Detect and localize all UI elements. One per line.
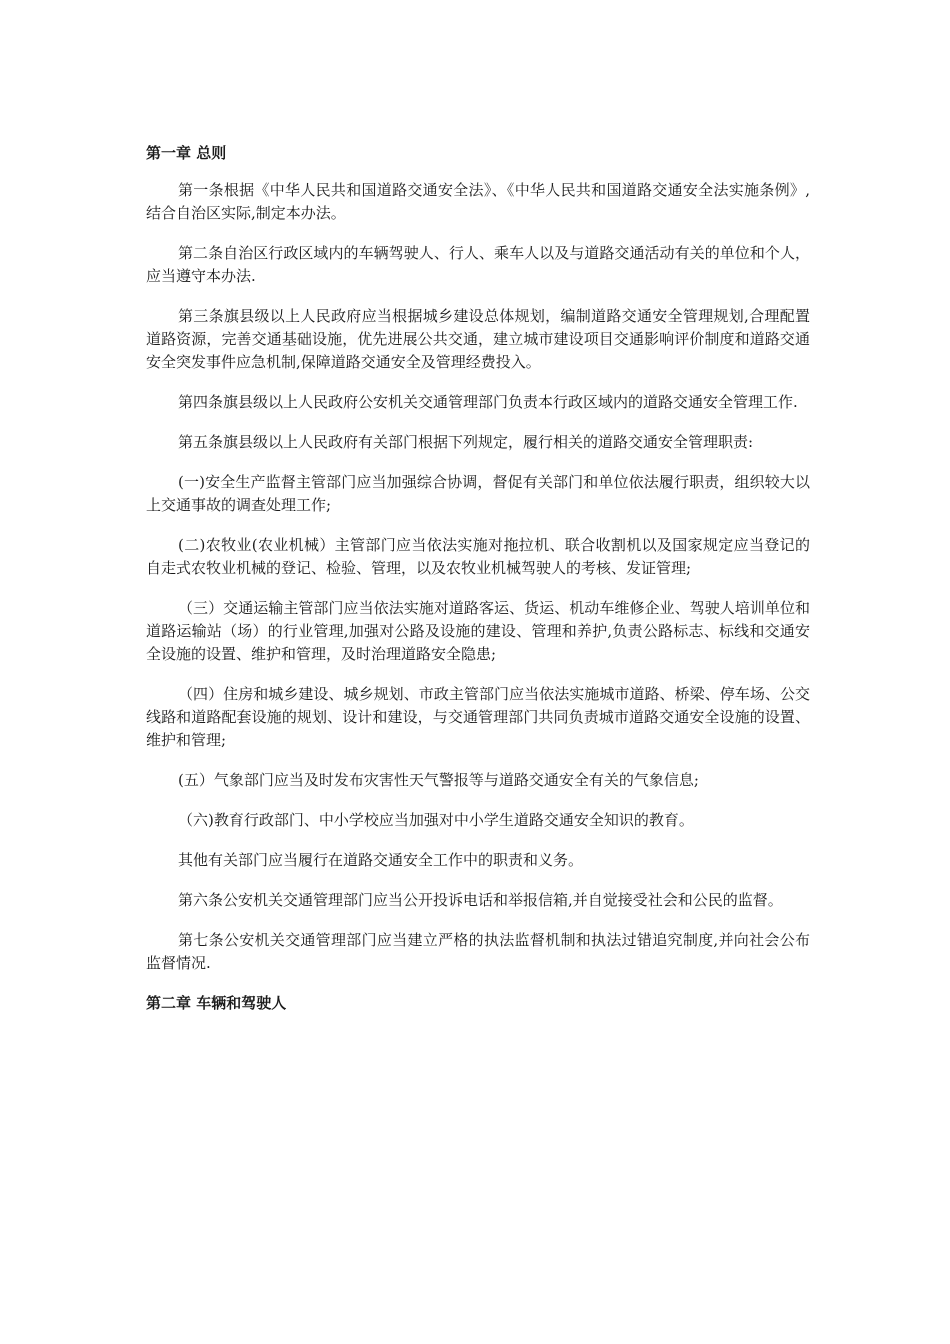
article-4: 第四条旗县级以上人民政府公安机关交通管理部门负责本行政区域内的道路交通安全管理工作. (178, 393, 798, 411)
article-5-other: 其他有关部门应当履行在道路交通安全工作中的职责和义务。 (178, 851, 584, 869)
article-7: 第七条公安机关交通管理部门应当建立严格的执法监督机制和执法过错追究制度,并向社会公布监督情况. (146, 931, 810, 972)
article-2: 第二条自治区行政区域内的车辆驾驶人、行人、乘车人以及与道路交通活动有关的单位和个人，应当遵守本办法. (146, 244, 810, 285)
article-1: 第一条根据《中华人民共和国道路交通安全法》、《中华人民共和国道路交通安全法实施条例》,结合自治区实际,制定本办法。 (146, 181, 810, 222)
article-5-item-3: （三）交通运输主管部门应当依法实施对道路客运、货运、机动车维修企业、驾驶人培训单位和道路运输站（场）的行业管理,加强对公路及设施的建设、管理和养护,负责公路标志、标线和交通安全设施的设置、维护和管理，及时治理道路安全隐患; (146, 599, 810, 663)
chapter-1-title: 第一章 总则 (146, 144, 227, 162)
article-5-item-6: （六)教育行政部门、中小学校应当加强对中小学生道路交通安全知识的教育。 (178, 811, 694, 829)
chapter-2-title: 第二章 车辆和驾驶人 (146, 994, 287, 1012)
document-page (146, 142, 810, 1015)
article-5-item-1: (一)安全生产监督主管部门应当加强综合协调，督促有关部门和单位依法履行职责，组织较大以上交通事故的调查处理工作; (146, 473, 810, 514)
article-5: 第五条旗县级以上人民政府有关部门根据下列规定，履行相关的道路交通安全管理职责: (178, 433, 754, 451)
article-5-item-4: （四）住房和城乡建设、城乡规划、市政主管部门应当依法实施城市道路、桥梁、停车场、公交线路和道路配套设施的规划、设计和建设，与交通管理部门共同负责城市道路交通安全设施的设置、维护和管理; (146, 685, 810, 749)
article-5-item-2: (二)农牧业(农业机械）主管部门应当依法实施对拖拉机、联合收割机以及国家规定应当登记的自走式农牧业机械的登记、检验、管理，以及农牧业机械驾驶人的考核、发证管理; (146, 536, 810, 577)
article-5-item-5: (五）气象部门应当及时发布灾害性天气警报等与道路交通安全有关的气象信息; (178, 771, 699, 789)
article-3: 第三条旗县级以上人民政府应当根据城乡建设总体规划，编制道路交通安全管理规划,合理配置道路资源，完善交通基础设施，优先进展公共交通，建立城市建设项目交通影响评价制度和道路交通安全突发事件应急机制,保障道路交通安全及管理经费投入。 (146, 307, 810, 371)
article-6: 第六条公安机关交通管理部门应当公开投诉电话和举报信箱,并自觉接受社会和公民的监督。 (178, 891, 783, 909)
